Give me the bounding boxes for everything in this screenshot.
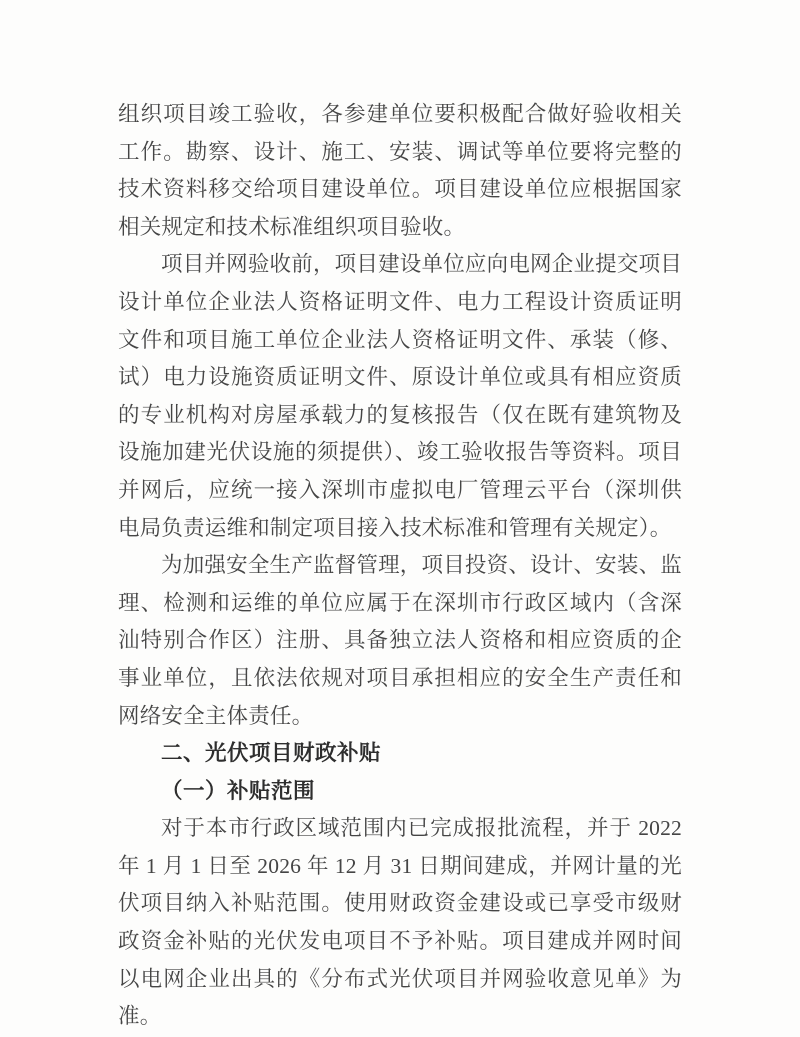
- paragraph-safety-supervision: 为加强安全生产监督管理，项目投资、设计、安装、监理、检测和运维的单位应属于在深圳市行政区域内（含深汕特别合作区）注册、具备独立法人资格和相应资质的企事业单位，且依法依规对项目承担相应的安全生产责任和网络安全主体责任。: [118, 553, 682, 728]
- paragraph-project-acceptance: 组织项目竣工验收，各参建单位要积极配合做好验收相关工作。勘察、设计、施工、安装、调试等单位要将完整的技术资料移交给项目建设单位。项目建设单位应根据国家相关规定和技术标准组织项目验收。: [118, 102, 682, 239]
- heading-subsection-1-subsidy-scope: （一）补贴范围: [161, 778, 316, 803]
- paragraph-subsidy-scope: 对于本市行政区域范围内已完成报批流程，并于 2022 年 1 月 1 日至 2026 年 12 月 31 日期间建成，并网计量的光伏项目纳入补贴范围。使用财政资金建设或已享受市级财政资金补贴的光伏发电项目不予补贴。项目建成并网时间以电网企业出具的《分布式光伏项目并网验收意见单》为准。: [118, 816, 682, 1029]
- document-body: [118, 96, 682, 1036]
- heading-section-2-pv-subsidy: 二、光伏项目财政补贴: [161, 741, 382, 766]
- paragraph-grid-connection-materials: 项目并网验收前，项目建设单位应向电网企业提交项目设计单位企业法人资格证明文件、电力工程设计资质证明文件和项目施工单位企业法人资格证明文件、承装（修、试）电力设施资质证明文件、原设计单位或具有相应资质的专业机构对房屋承载力的复核报告（仅在既有建筑物及设施加建光伏设施的须提供）、竣工验收报告等资料。项目并网后，应统一接入深圳市虚拟电厂管理云平台（深圳供电局负责运维和制定项目接入技术标准和管理有关规定）。: [118, 252, 682, 540]
